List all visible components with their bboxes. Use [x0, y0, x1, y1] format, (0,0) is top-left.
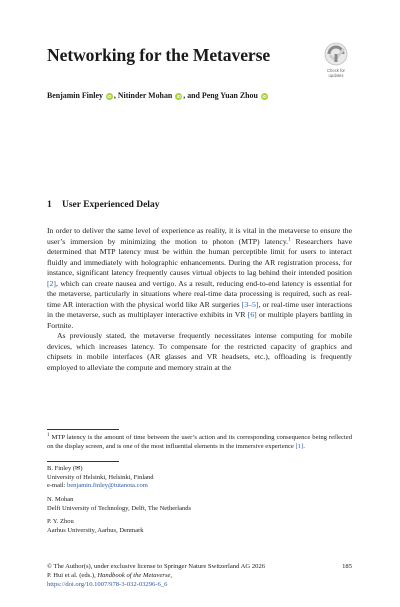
- section-title: User Experienced Delay: [62, 200, 160, 210]
- affiliation-author: P. Y. Zhou: [47, 518, 74, 526]
- footnote-divider: [47, 429, 119, 430]
- paragraph: As previously stated, the metaverse frequently necessitates intense computing for mobile devices, which increases latency. To compensate for the restricted capacity of graphics and chipsets in mobile interfaces (AR glasses and VR headsets, etc.), offloading is frequently employed to alleviate the compute and memory strain at the: [47, 331, 352, 372]
- affiliation-author: N. Mohan: [47, 495, 74, 503]
- page-number: 185: [342, 563, 352, 570]
- footnote-number: 1: [47, 432, 50, 438]
- check-for-updates-label: Check for updates: [327, 68, 345, 78]
- author-name: Benjamin Finley: [47, 91, 103, 100]
- author-list: [47, 91, 367, 101]
- orcid-icon[interactable]: iD: [107, 94, 112, 99]
- citation-link[interactable]: [1]: [295, 443, 304, 450]
- citation-link[interactable]: [3–5]: [241, 299, 259, 309]
- affiliations: [47, 465, 352, 536]
- affiliation-divider: [47, 461, 119, 462]
- chapter-title: Networking for the Metaverse: [47, 45, 271, 65]
- doi-link[interactable]: https://doi.org/10.1007/978-3-032-03296-6_6: [47, 581, 168, 589]
- affiliation-block: [47, 496, 352, 513]
- footnote: $^1$ MTP latency is the amount of time between the user’s action and its corresponding consequence being reflected on the display screen, and is one of the most influential elements in the immersive experience [1].: [47, 432, 352, 450]
- author-name: Nitinder Mohan: [117, 91, 173, 100]
- section-number: 1: [47, 200, 52, 210]
- affiliation-block: [47, 518, 352, 535]
- author-name: Peng Yuan Zhou: [201, 91, 258, 100]
- section-heading: [47, 199, 159, 211]
- affiliation-author: B. Finley (✉): [47, 465, 83, 472]
- affiliation-email: e-mail: benjamin.finley@tutanota.com: [47, 482, 148, 490]
- affiliation-institution: University of Helsinki, Helsinki, Finland: [47, 473, 154, 481]
- body-text: [47, 226, 352, 373]
- orcid-icon[interactable]: iD: [262, 94, 267, 99]
- author-separator: , and: [183, 91, 202, 100]
- author-separator: ,: [113, 91, 118, 100]
- copyright-notice: © The Author(s), under exclusive license to Springer Nature Switzerland AG 2026: [47, 563, 266, 570]
- affiliation-institution: Aarhus University, Aarhus, Denmark: [47, 526, 144, 534]
- citation-link[interactable]: [6]: [247, 310, 257, 319]
- book-title: Handbook of the Metaverse: [97, 572, 171, 580]
- affiliation-block: [47, 465, 352, 491]
- orcid-icon[interactable]: iD: [176, 94, 181, 99]
- citation-link[interactable]: [2]: [47, 278, 56, 288]
- email-link[interactable]: benjamin.finley@tutanota.com: [67, 482, 148, 490]
- imprint: [47, 562, 352, 590]
- footnote-marker[interactable]: 1: [288, 236, 291, 242]
- affiliation-institution: Delft University of Technology, Delft, The Netherlands: [47, 504, 192, 512]
- paragraph: In order to deliver the same level of experience as reality, it is vital in the metaverse to ensure the user’s immersion by minimizing the motion to photon (MTP) latency.$^1$ Researchers have determined that MTP latency must be within the human perceptible limit for users to interact fluidly and immediately with holographic enhancements. During the AR registration process, for instance, significant latency frequently causes virtual objects to lag behind their intended position [2], which can create nausea and vertigo. As a result, reducing end-to-end latency is essential for the metaverse, particularly in situations where real-time data processing is required, such as real-time AR interaction with the physical world like AR surgeries [3–5], or real-time user interactions in the metaverse, such as multiplayer interactive exhibits in VR [6] or multiple players battling in Fortnite.: [47, 226, 352, 330]
- book-reference: P. Hui et al. (eds.), Handbook of the Metaverse,: [47, 572, 173, 580]
